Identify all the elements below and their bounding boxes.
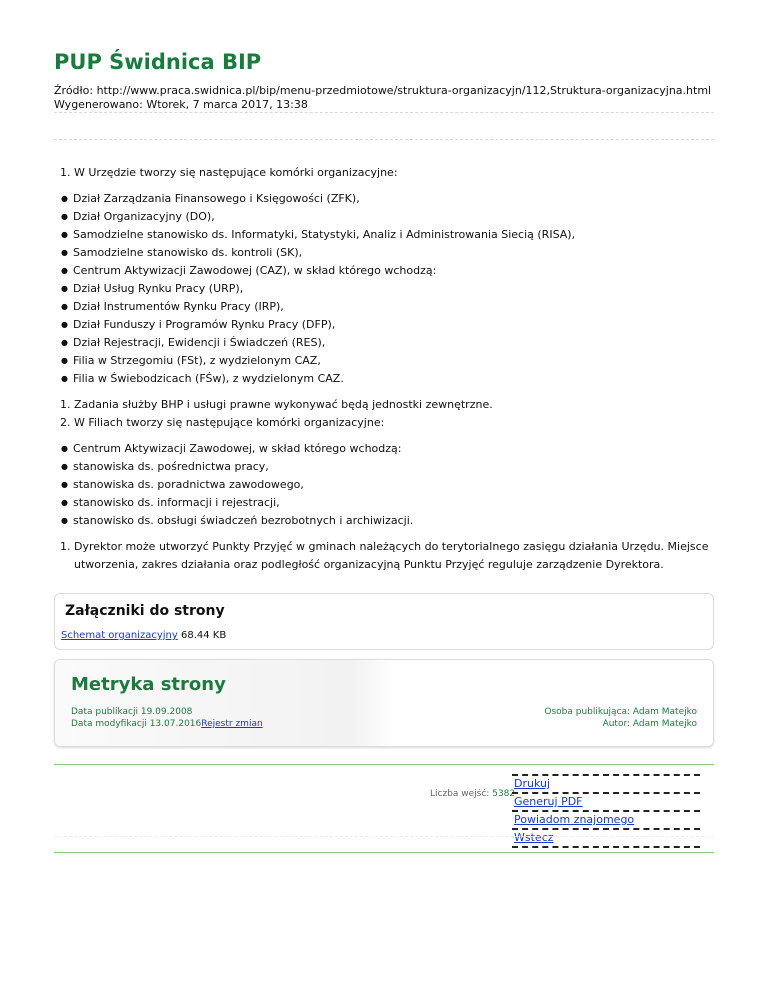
list-item: ● Dział Organizacyjny (DO), xyxy=(64,208,714,226)
list-item: ● stanowisko ds. informacji i rejestracji, xyxy=(64,494,714,512)
ordered-list xyxy=(54,164,714,182)
visit-counter xyxy=(430,789,515,799)
list-item: ● Dział Zarządzania Finansowego i Księgowości (ZFK), xyxy=(64,190,714,208)
paragraph-3: 2. W Filiach tworzy się następujące komórki organizacyjne: xyxy=(74,414,714,432)
source-url: Źródło: http://www.praca.swidnica.pl/bip/menu-przedmiotowe/struktura-organizacyjn/112,Struktura-organizacyjna.html xyxy=(54,84,712,97)
list-item: ● stanowiska ds. pośrednictwa pracy, xyxy=(64,458,714,476)
list-item: ● Filia w Strzegomiu (FSt), z wydzielonym CAZ, xyxy=(64,352,714,370)
list-item: ● Dział Rejestracji, Ewidencji i Świadczeń (RES), xyxy=(64,334,714,352)
attachment-link[interactable]: Schemat organizacyjny xyxy=(61,630,178,641)
back-link[interactable]: Wstecz xyxy=(514,831,554,844)
footer-bottom-line xyxy=(54,852,714,853)
page-meta xyxy=(54,84,711,112)
attachments-box xyxy=(54,593,714,650)
author: Autor: Adam Matejko xyxy=(602,719,697,729)
ordered-list xyxy=(54,538,714,574)
paragraph-2: 1. Zadania służby BHP i usługi prawne wykonywać będą jednostki zewnętrzne. xyxy=(74,396,714,414)
list-item: ● Centrum Aktywizacji Zawodowej, w skład którego wchodzą: xyxy=(64,440,714,458)
published-date: Data publikacji 19.09.2008 xyxy=(71,707,193,717)
divider xyxy=(54,836,714,837)
generated-date: Wygenerowano: Wtorek, 7 marca 2017, 13:38 xyxy=(54,98,308,111)
list-item: ● stanowisko ds. obsługi świadczeń bezrobotnych i archiwizacji. xyxy=(64,512,714,530)
branch-units-list xyxy=(54,440,714,530)
attachment-row xyxy=(61,630,226,641)
list-item: ● Dział Usług Rynku Pracy (URP), xyxy=(64,280,714,298)
divider xyxy=(54,112,714,113)
visits-label: Liczba wejść: xyxy=(430,789,490,799)
footer-top-line xyxy=(54,764,714,765)
list-item: ● Filia w Świebodzicach (FŚw), z wydzielonym CAZ. xyxy=(64,370,714,388)
list-item: ● Samodzielne stanowisko ds. kontroli (SK), xyxy=(64,244,714,262)
pdf-link[interactable]: Generuj PDF xyxy=(514,795,583,808)
attachment-size: 68.44 KB xyxy=(180,630,227,641)
metrics-box xyxy=(54,659,714,747)
ordered-list xyxy=(54,396,714,432)
divider xyxy=(54,139,714,140)
list-item: ● Samodzielne stanowisko ds. Informatyki, Statystyki, Analiz i Administrowania Siecią (RISA), xyxy=(64,226,714,244)
paragraph-4: 1. Dyrektor może utworzyć Punkty Przyjęć w gminach należących do terytorialnego zasięgu działania Urzędu. Miejsce utworzenia, zakres działania oraz podległość organizacyjną Punktu Przyjęć reguluje zarządzenie Dyrektora. xyxy=(74,538,714,574)
list-item: ● Dział Funduszy i Programów Rynku Pracy (DFP), xyxy=(64,316,714,334)
visits-count: 5382 xyxy=(492,789,516,799)
notify-friend-link[interactable]: Powiadom znajomego xyxy=(514,813,635,826)
print-link[interactable]: Drukuj xyxy=(514,777,551,790)
list-item: ● Dział Instrumentów Rynku Pracy (IRP), xyxy=(64,298,714,316)
attachments-title: Załączniki do strony xyxy=(65,603,225,619)
list-item: ● stanowiska ds. poradnictwa zawodowego, xyxy=(64,476,714,494)
page-title: PUP Świdnica BIP xyxy=(54,50,262,74)
publisher: Osoba publikująca: Adam Matejko xyxy=(544,707,697,717)
modified-date: Data modyfikacji 13.07.2016 xyxy=(71,719,202,729)
list-item: ● Centrum Aktywizacji Zawodowej (CAZ), w skład którego wchodzą: xyxy=(64,262,714,280)
units-list xyxy=(54,190,714,388)
modified-row xyxy=(71,718,263,730)
change-registry-link[interactable]: Rejestr zmian xyxy=(201,719,263,729)
metrics-dates xyxy=(71,706,263,730)
action-separator xyxy=(512,846,700,848)
article-content xyxy=(54,164,714,574)
metrics-people xyxy=(544,706,697,730)
metrics-title: Metryka strony xyxy=(71,674,226,695)
paragraph-1: 1. W Urzędzie tworzy się następujące komórki organizacyjne: xyxy=(74,164,714,182)
